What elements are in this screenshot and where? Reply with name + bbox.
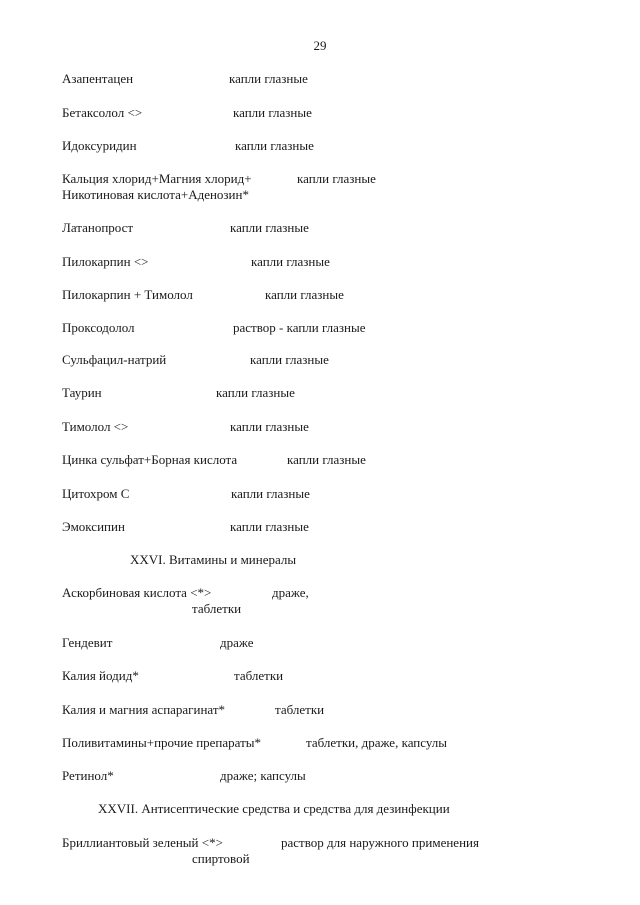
drug-name: Цитохром С: [62, 486, 130, 501]
dosage-form: капли глазные: [216, 385, 295, 400]
dosage-form: капли глазные: [230, 519, 309, 534]
dosage-form: капли глазные: [229, 71, 308, 86]
drug-name-continuation: Никотиновая кислота+Аденозин*: [62, 187, 249, 202]
drug-name: Поливитамины+прочие препараты*: [62, 735, 262, 750]
dosage-form: таблетки: [275, 702, 325, 717]
dosage-form: капли глазные: [230, 419, 309, 434]
dosage-form-continuation: спиртовой: [192, 851, 250, 866]
section-heading: XXVI. Витамины и минералы: [130, 552, 297, 567]
drug-name: Эмоксипин: [62, 519, 125, 534]
drug-name: Кальция хлорид+Магния хлорид+: [62, 171, 252, 186]
dosage-form: драже,: [272, 585, 309, 600]
drug-name: Калия йодид*: [62, 668, 139, 683]
dosage-form: капли глазные: [235, 138, 314, 153]
drug-name: Идоксуридин: [62, 138, 137, 153]
dosage-form: капли глазные: [230, 220, 309, 235]
drug-name: Ретинол*: [62, 768, 114, 783]
drug-name: Азапентацен: [62, 71, 134, 86]
drug-name: Пилокарпин <>: [62, 254, 149, 269]
drug-name: Калия и магния аспарагинат*: [62, 702, 226, 717]
dosage-form: капли глазные: [297, 171, 376, 186]
dosage-form: драже; капсулы: [220, 768, 306, 783]
drug-name: Цинка сульфат+Борная кислота: [62, 452, 238, 467]
drug-name: Бриллиантовый зеленый <*>: [62, 835, 223, 850]
drug-name: Аскорбиновая кислота <*>: [62, 585, 212, 600]
dosage-form: капли глазные: [250, 352, 329, 367]
dosage-form: капли глазные: [233, 105, 312, 120]
dosage-form: таблетки: [234, 668, 284, 683]
drug-name: Латанопрост: [62, 220, 134, 235]
dosage-form: таблетки, драже, капсулы: [306, 735, 448, 750]
dosage-form-continuation: таблетки: [192, 601, 242, 616]
dosage-form: капли глазные: [265, 287, 344, 302]
page-number: 29: [313, 38, 327, 53]
dosage-form: капли глазные: [287, 452, 366, 467]
drug-name: Тимолол <>: [62, 419, 129, 434]
section-heading: XXVII. Антисептические средства и средства для дезинфекции: [98, 801, 450, 816]
drug-name: Проксодолол: [62, 320, 135, 335]
drug-name: Бетаксолол <>: [62, 105, 143, 120]
drug-name: Таурин: [62, 385, 102, 400]
dosage-form: раствор - капли глазные: [233, 320, 366, 335]
dosage-form: капли глазные: [231, 486, 310, 501]
drug-name: Гендевит: [62, 635, 113, 650]
dosage-form: раствор для наружного применения: [281, 835, 479, 850]
dosage-form: капли глазные: [251, 254, 330, 269]
drug-name: Пилокарпин + Тимолол: [62, 287, 193, 302]
dosage-form: драже: [220, 635, 254, 650]
drug-name: Сульфацил-натрий: [62, 352, 167, 367]
